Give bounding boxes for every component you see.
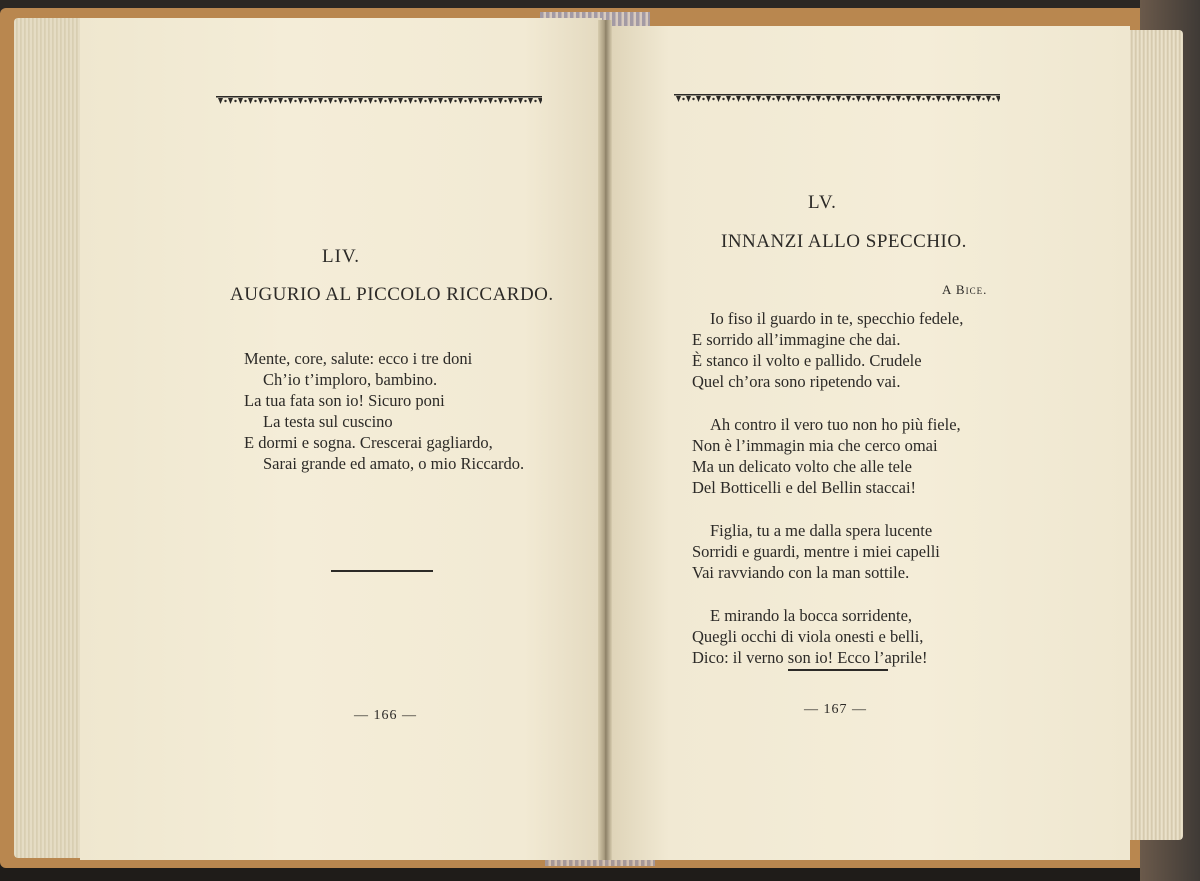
verse-line: È stanco il volto e pallido. Crudele — [692, 351, 922, 370]
stanza — [692, 414, 963, 498]
left-page — [80, 18, 602, 860]
verse-line: E mirando la bocca sorridente, — [710, 606, 913, 625]
stanza — [692, 308, 963, 392]
verse-line: Del Botticelli e del Bellin staccai! — [692, 478, 917, 497]
book-gutter — [598, 20, 612, 860]
right-page-edges — [1125, 30, 1183, 840]
verse-line: Vai ravviando con la man sottile. — [692, 563, 910, 582]
verse-line: Sarai grande ed amato, o mio Riccardo. — [263, 454, 525, 473]
page-number: — 166 — — [354, 708, 417, 723]
dedication-text: A Bice. — [942, 282, 988, 297]
verse-line: Figlia, tu a me dalla spera lucente — [710, 521, 933, 540]
poem-number: LIV. — [322, 246, 360, 267]
stanza — [692, 520, 963, 583]
verse-line: Non è l’immagin mia che cerco omai — [692, 436, 938, 455]
verse-line: La testa sul cuscino — [263, 412, 393, 431]
poem-body — [244, 348, 524, 474]
poem-number: LV. — [808, 192, 837, 213]
verse-line: Mente, core, salute: ecco i tre doni — [244, 349, 473, 368]
decorative-ornament-band — [216, 96, 542, 108]
end-rule — [331, 570, 433, 572]
verse-line: Io fiso il guardo in te, specchio fedele, — [710, 309, 964, 328]
verse-line: Dico: il verno son io! Ecco l’aprile! — [692, 648, 928, 667]
poem-title: INNANZI ALLO SPECCHIO. — [721, 231, 967, 252]
verse-line: Ma un delicato volto che alle tele — [692, 457, 912, 476]
verse-line: Quegli occhi di viola onesti e belli, — [692, 627, 924, 646]
poem-title: AUGURIO AL PICCOLO RICCARDO. — [230, 284, 554, 305]
verse-line: Quel ch’ora sono ripetendo vai. — [692, 372, 901, 391]
verse-line: Ch’io t’imploro, bambino. — [263, 370, 438, 389]
decorative-ornament-band — [674, 94, 1000, 106]
right-page — [606, 26, 1130, 860]
verse-line: E sorrido all’immagine che dai. — [692, 330, 901, 349]
poem-body — [692, 308, 963, 690]
left-page-edges — [14, 18, 84, 858]
page-number: — 167 — — [804, 702, 867, 717]
verse-line: E dormi e sogna. Crescerai gagliardo, — [244, 433, 493, 452]
dedication — [942, 282, 987, 298]
end-rule — [788, 669, 888, 671]
stanza — [692, 605, 963, 668]
verse-line: Ah contro il vero tuo non ho più fiele, — [710, 415, 961, 434]
verse-line: La tua fata son io! Sicuro poni — [244, 391, 445, 410]
verse-line: Sorridi e guardi, mentre i miei capelli — [692, 542, 940, 561]
